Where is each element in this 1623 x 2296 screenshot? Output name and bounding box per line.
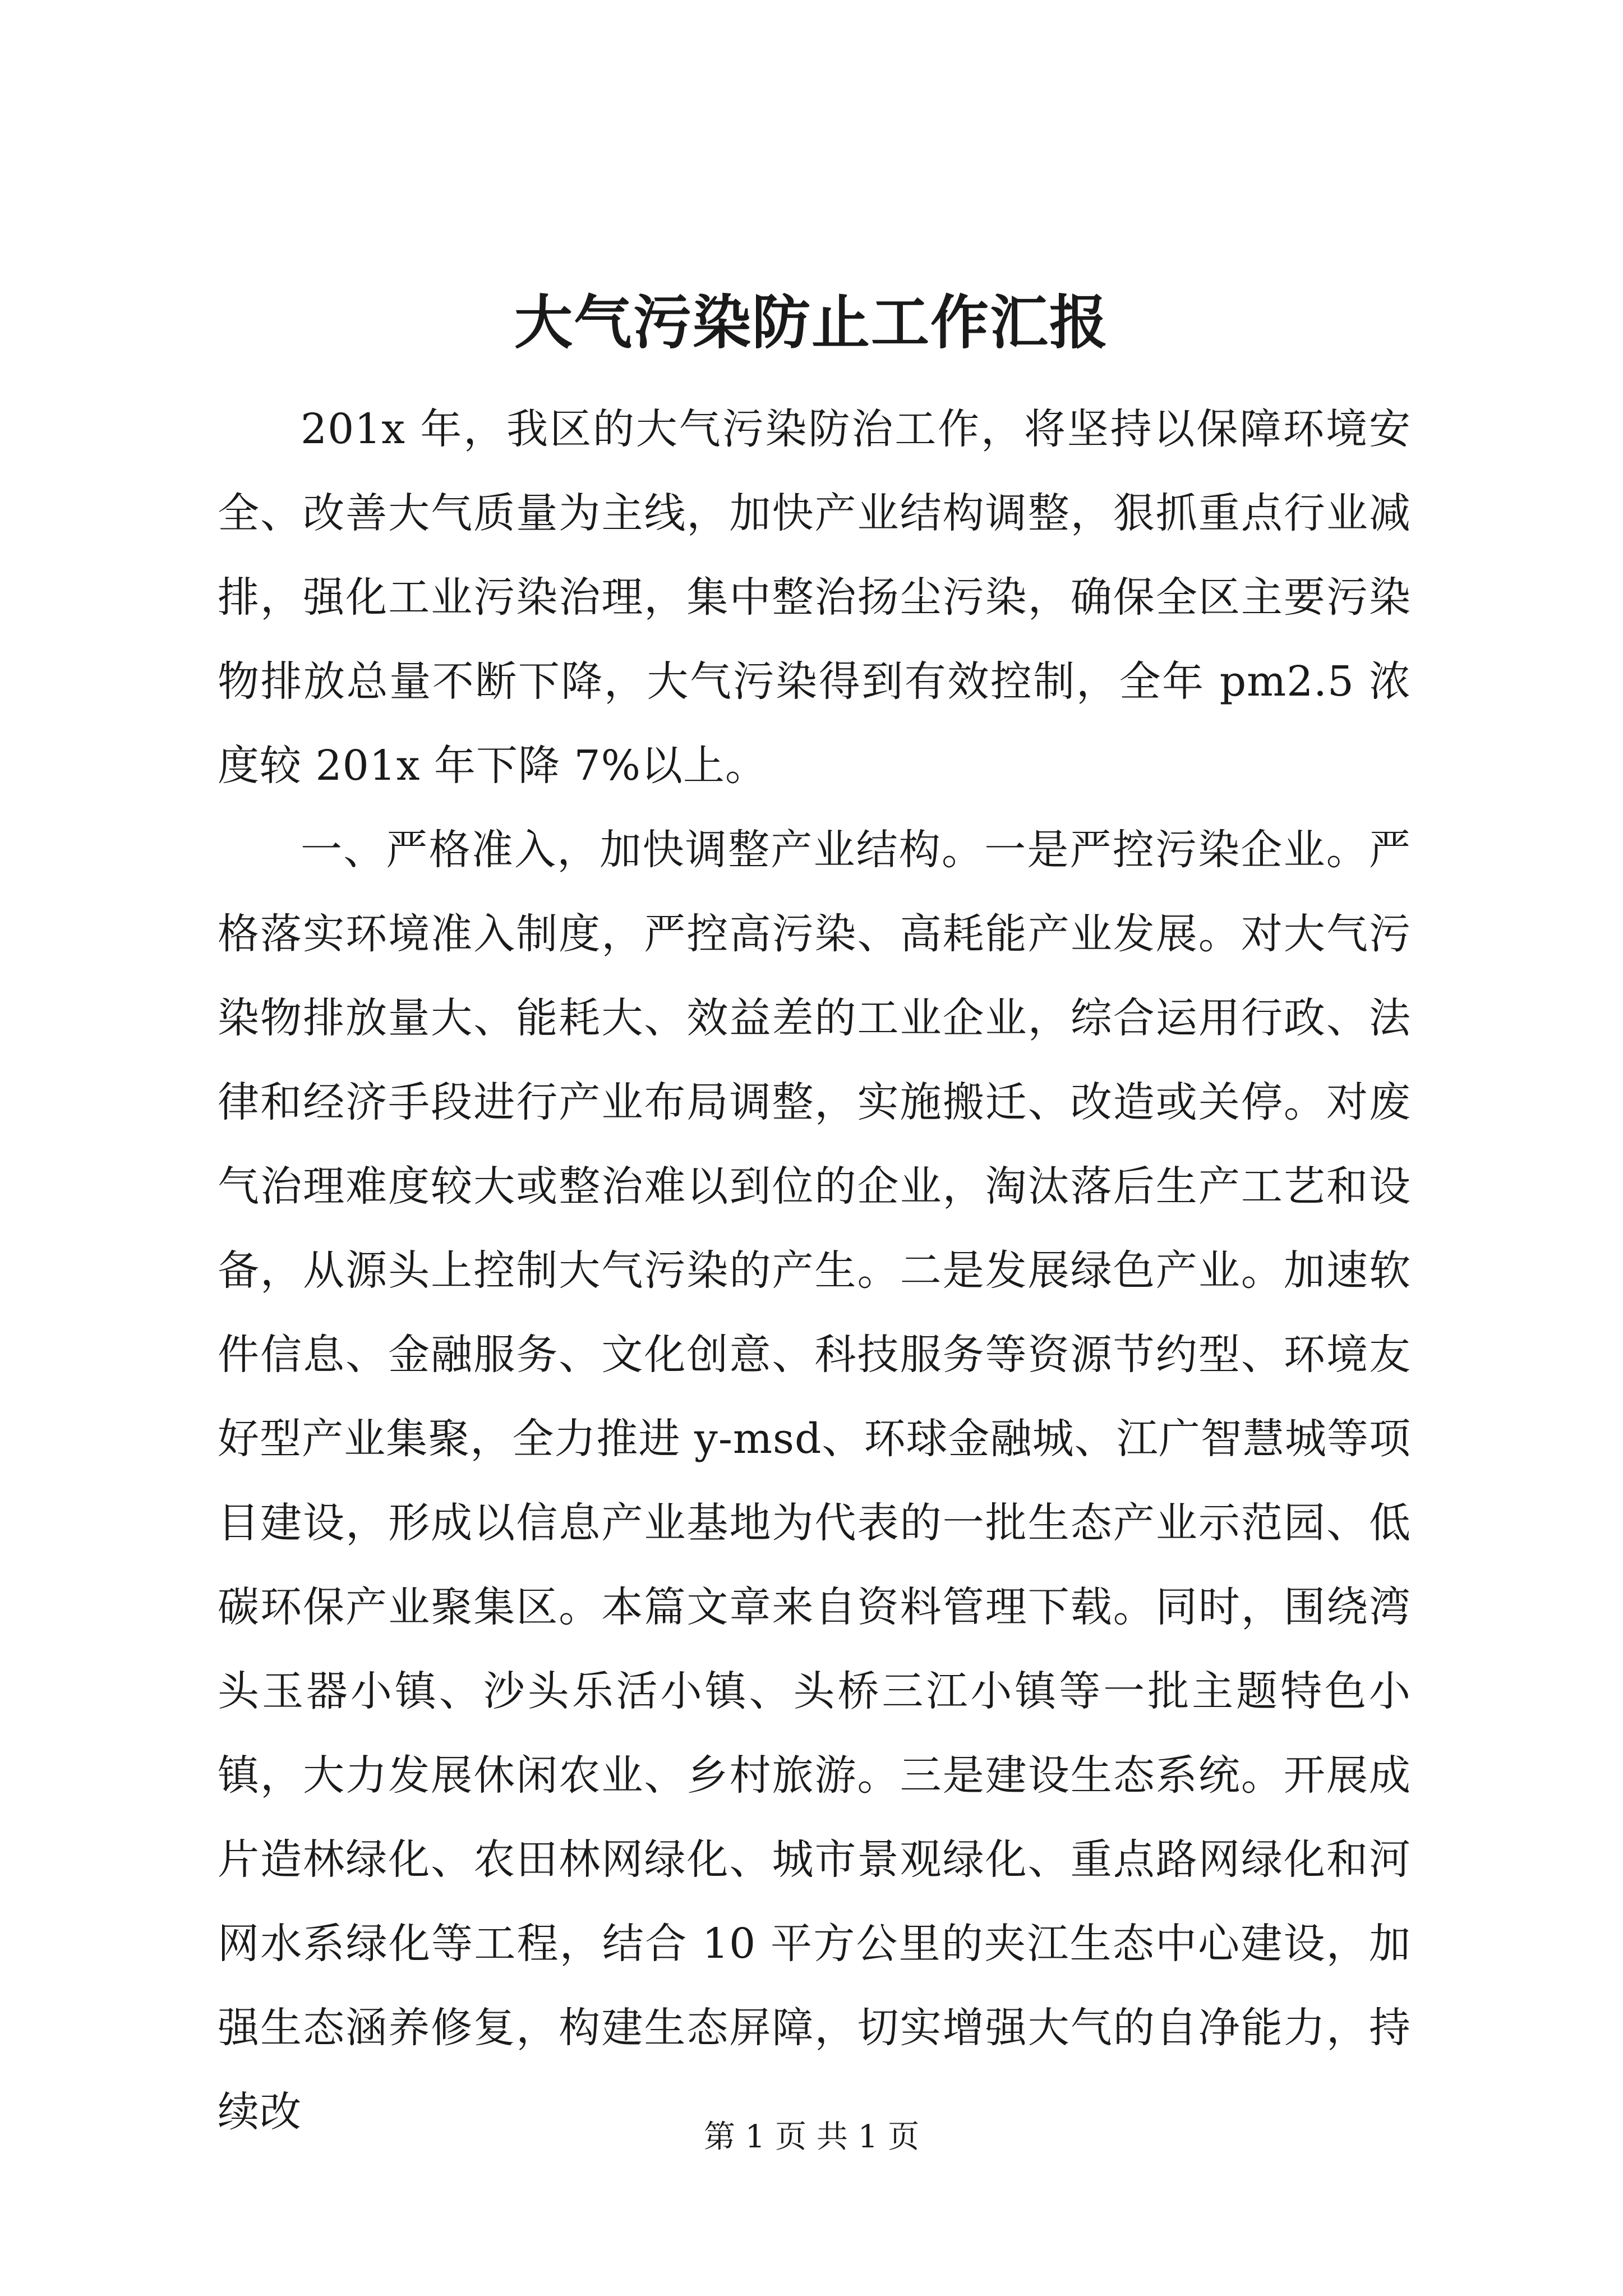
document-title: 大气污染防止工作汇报 bbox=[514, 288, 1109, 357]
page-footer: 第 1 页 共 1 页 bbox=[703, 2119, 920, 2155]
paragraph-intro: 201x 年，我区的大气污染防治工作，将坚持以保障环境安全、改善大气质量为主线，加快产业结构调整，狠抓重点行业减排，强化工业污染治理，集中整治扬尘污染，确保全区主要污染物排放总量不断下降，大气污染得到有效控制，全年 pm2.5 浓度较 201x 年下降 7%以上。 bbox=[218, 405, 1411, 790]
document-body bbox=[218, 387, 1411, 2154]
paragraph-section-one: 一、严格准入，加快调整产业结构。一是严控污染企业。严格落实环境准入制度，严控高污染、高耗能产业发展。对大气污染物排放量大、能耗大、效益差的工业企业，综合运用行政、法律和经济手段进行产业布局调整，实施搬迁、改造或关停。对废气治理难度较大或整治难以到位的企业，淘汰落后生产工艺和设备，从源头上控制大气污染的产生。二是发展绿色产业。加速软件信息、金融服务、文化创意、科技服务等资源节约型、环境友好型产业集聚，全力推进 y-msd、环球金融城、江广智慧城等项目建设，形成以信息产业基地为代表的一批生态产业示范园、低碳环保产业聚集区。本篇文章来自资料管理下载。同时，围绕湾头玉器小镇、沙头乐活小镇、头桥三江小镇等一批主题特色小镇，大力发展休闲农业、乡村旅游。三是建设生态系统。开展成片造林绿化、农田林网绿化、城市景观绿化、重点路网绿化和河网水系绿化等工程，结合 10 平方公里的夹江生态中心建设，加强生态涵养修复，构建生态屏障，切实增强大气的自净能力，持续改 bbox=[218, 826, 1411, 2136]
